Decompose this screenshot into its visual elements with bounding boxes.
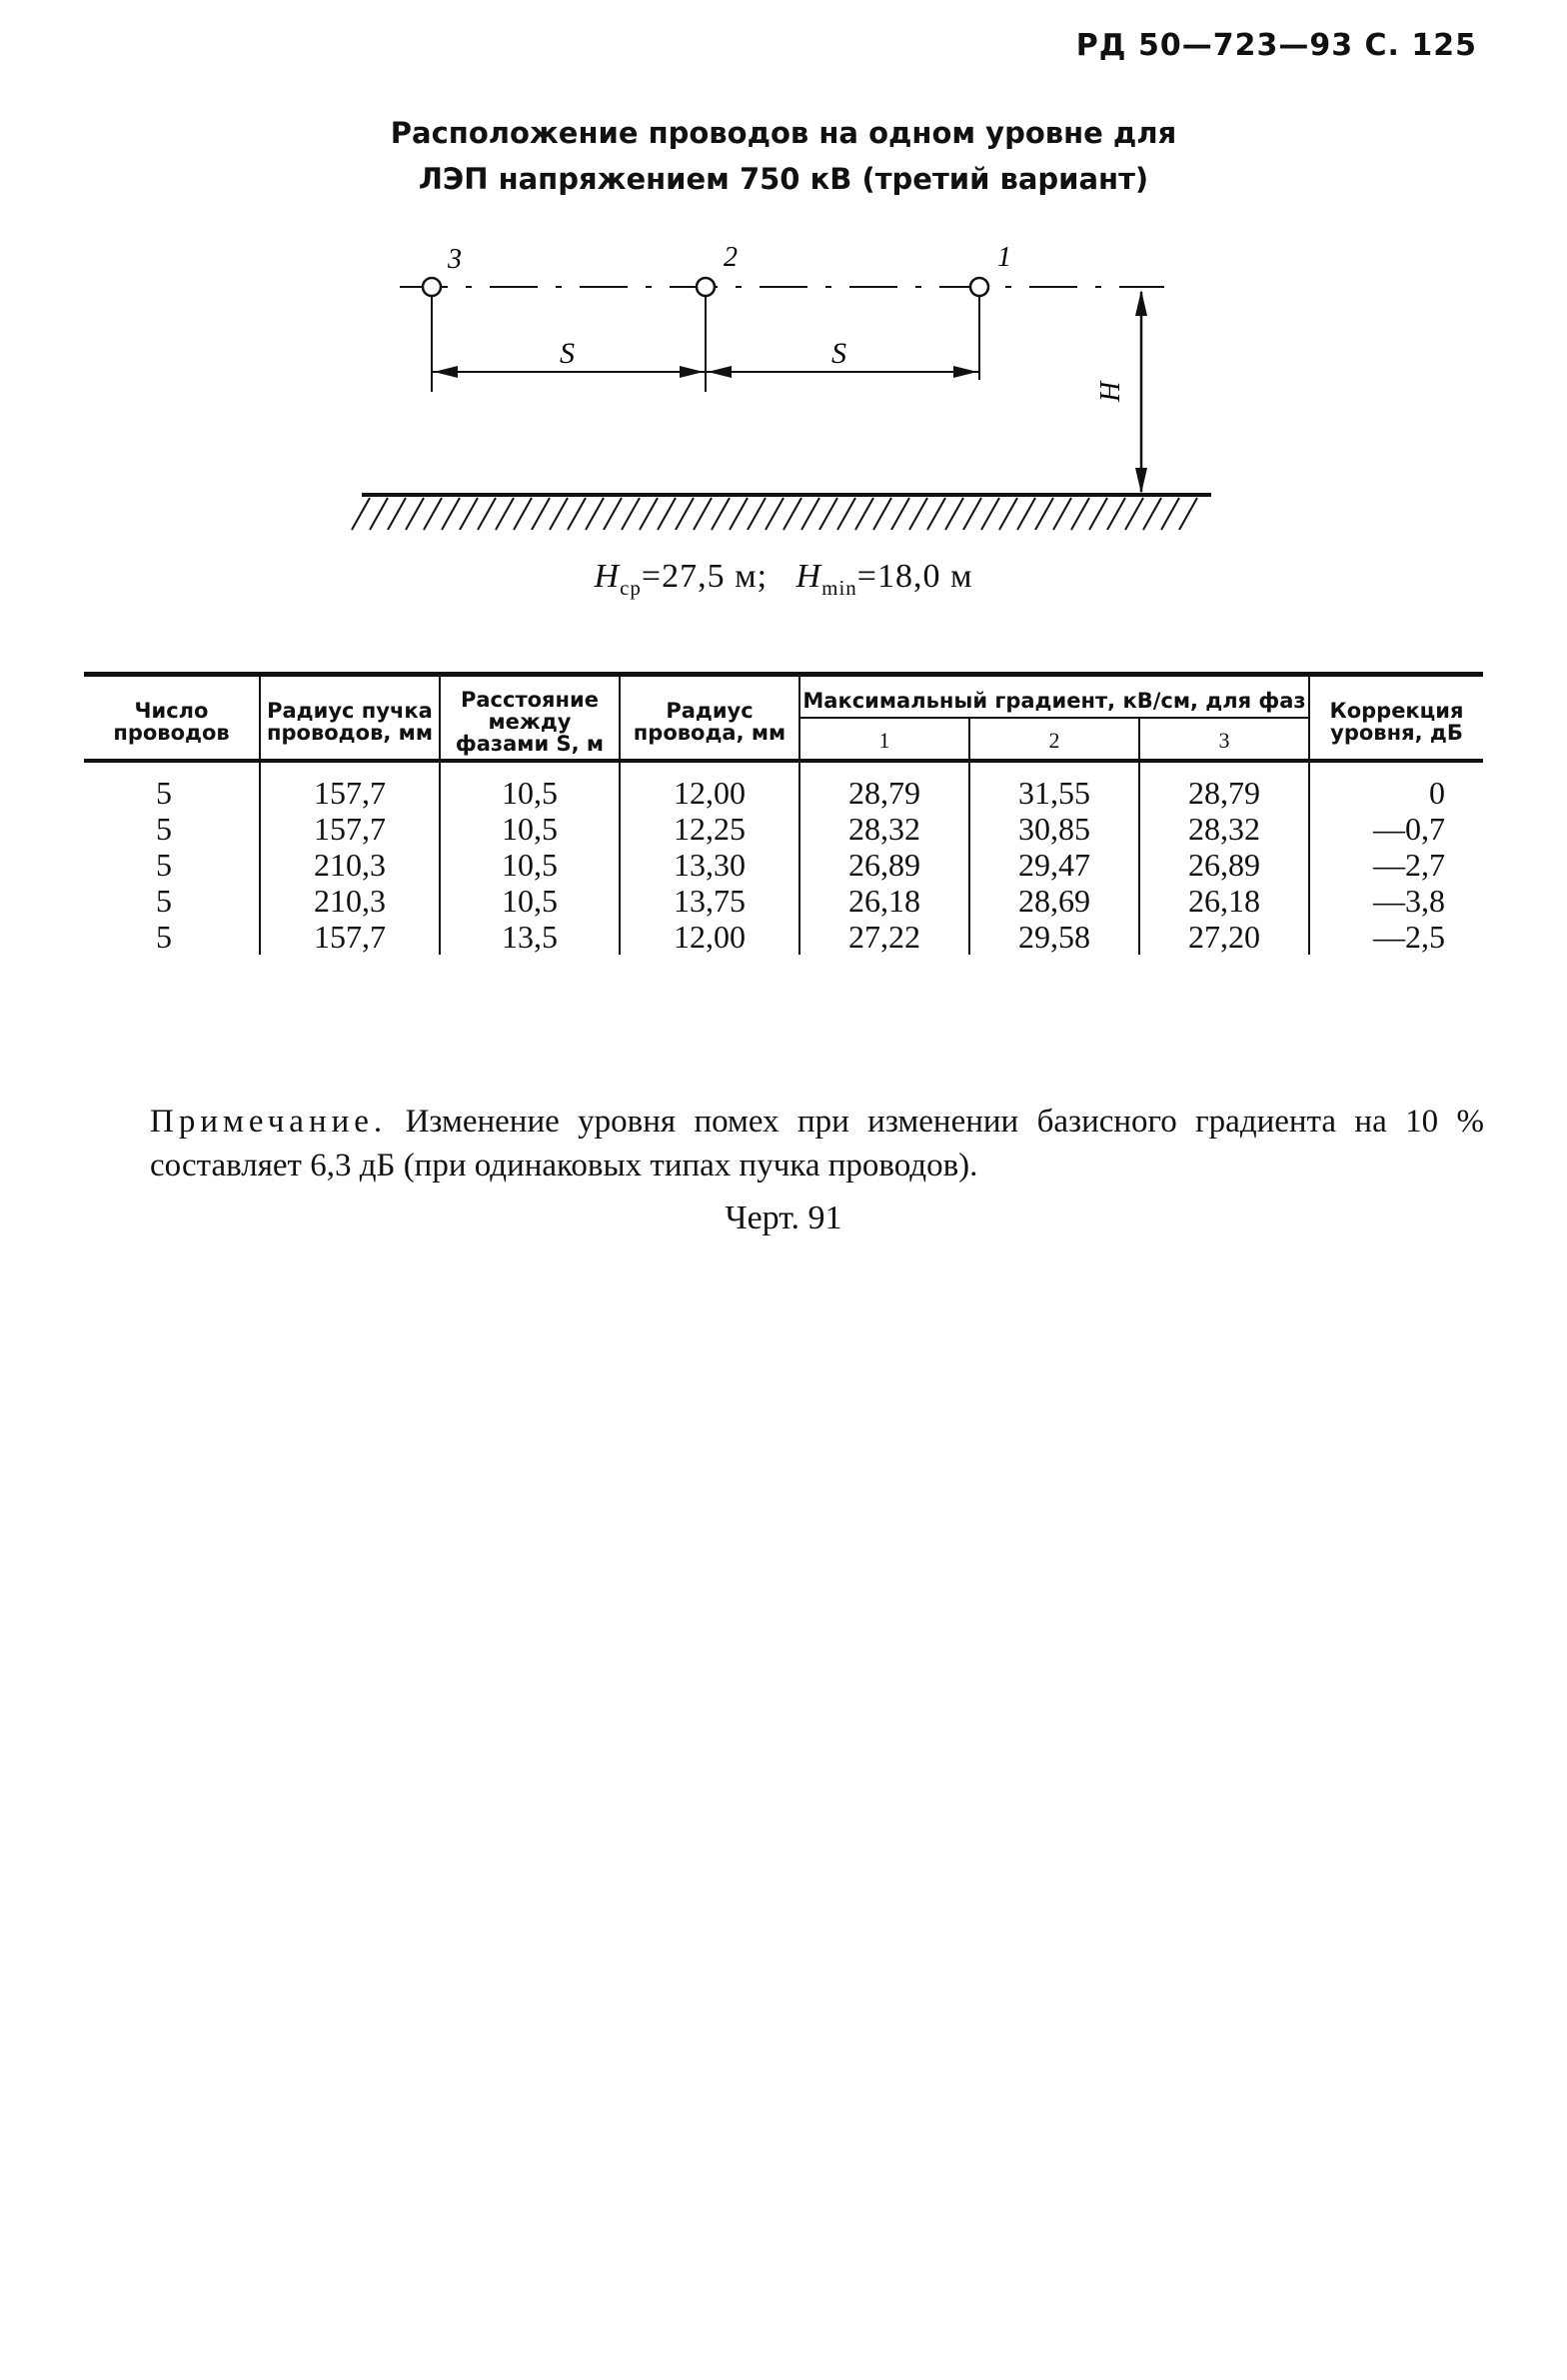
table-cell: 157,7 [260, 761, 440, 811]
wire-layout-diagram [0, 230, 1567, 550]
table-cell: 10,5 [440, 847, 620, 883]
h-min-symbol: H [795, 558, 822, 595]
table-cell: 26,89 [799, 847, 969, 883]
table-cell: 28,32 [1139, 811, 1309, 847]
spacing-label-left: S [560, 337, 575, 370]
header-correction: Коррекция уровня, дБ [1309, 675, 1483, 762]
table-cell: 5 [156, 811, 172, 847]
header-count: Число проводов [84, 675, 260, 762]
table-cell: 28,79 [1139, 761, 1309, 811]
header-bundle-radius: Радиус пучка проводов, мм [260, 675, 440, 762]
header-phase-distance: Расстояние между фазами S, м [440, 675, 620, 762]
table-cell: 5 [156, 775, 172, 811]
figure-caption: Черт. 91 [725, 1199, 842, 1236]
conductor-3 [423, 278, 441, 296]
table-cell: 10,5 [440, 811, 620, 847]
phase-label-2: 2 [724, 242, 738, 273]
document-header: РД 50—723—93 С. 125 [1075, 28, 1477, 63]
table-cell: —3,8 [1309, 883, 1483, 919]
height-label: H [1095, 381, 1126, 402]
table-cell: 26,18 [799, 883, 969, 919]
table-cell: 12,00 [620, 761, 799, 811]
table-cell: 27,22 [799, 919, 969, 955]
table-cell: 12,00 [620, 919, 799, 955]
table-cell: 28,79 [799, 761, 969, 811]
note [150, 1100, 1484, 1188]
note-text: Изменение уровня помех при изменении базисного градиента на 10 % составляет 6,3 дБ (при одинаковых типах пучка проводов). [150, 1104, 1484, 1184]
title-line-1: Расположение проводов на одном уровне для [390, 116, 1177, 150]
table-cell: 10,5 [440, 883, 620, 919]
table-cell: 26,89 [1139, 847, 1309, 883]
table-cell: 28,69 [969, 883, 1139, 919]
table-row [84, 919, 1483, 955]
table-cell: 26,18 [1139, 883, 1309, 919]
table-cell: 28,32 [799, 811, 969, 847]
h-avg-symbol: H [594, 558, 621, 595]
conductor-1 [970, 278, 988, 296]
h-min-subscript: min [821, 575, 857, 600]
table-row [84, 811, 1483, 847]
h-avg-subscript: ср [620, 575, 642, 600]
table-cell: 10,5 [440, 761, 620, 811]
table-cell: 13,5 [440, 919, 620, 955]
table-cell: 210,3 [260, 847, 440, 883]
spacing-label-right: S [831, 337, 846, 370]
table-cell: 0 [1309, 761, 1483, 811]
table-cell: —0,7 [1309, 811, 1483, 847]
note-lead: Примечание. [150, 1104, 388, 1140]
phase-label-3: 3 [448, 244, 462, 275]
table-cell: 31,55 [969, 761, 1139, 811]
table-cell: 157,7 [260, 919, 440, 955]
title-line-2: ЛЭП напряжением 750 кВ (третий вариант) [418, 162, 1149, 196]
header-wire-radius: Радиус провода, мм [620, 675, 799, 762]
table-cell: —2,5 [1309, 919, 1483, 955]
ground-hatching [352, 498, 1197, 530]
phase-label-1: 1 [997, 242, 1011, 273]
table-cell: —2,7 [1309, 847, 1483, 883]
table-cell: 29,47 [969, 847, 1139, 883]
h-min-value: =18,0 м [856, 558, 973, 595]
table-cell: 13,75 [620, 883, 799, 919]
header-phase-2: 2 [969, 718, 1139, 761]
gradient-table [84, 672, 1483, 955]
table-cell: 27,20 [1139, 919, 1309, 955]
header-phase-1: 1 [799, 718, 969, 761]
table-cell: 5 [156, 919, 172, 955]
table-cell: 29,58 [969, 919, 1139, 955]
header-max-gradient: Максимальный градиент, кВ/см, для фаз [799, 675, 1309, 719]
header-phase-3: 3 [1139, 718, 1309, 761]
table-cell: 12,25 [620, 811, 799, 847]
table-cell: 157,7 [260, 811, 440, 847]
table-cell: 5 [156, 847, 172, 883]
table-row [84, 847, 1483, 883]
h-avg-value: =27,5 м; [641, 558, 769, 595]
table-cell: 13,30 [620, 847, 799, 883]
conductor-2 [697, 278, 715, 296]
height-values [0, 558, 1567, 601]
table-row [84, 761, 1483, 811]
table-row [84, 883, 1483, 919]
table-cell: 30,85 [969, 811, 1139, 847]
table-cell: 210,3 [260, 883, 440, 919]
table-cell: 5 [156, 883, 172, 919]
